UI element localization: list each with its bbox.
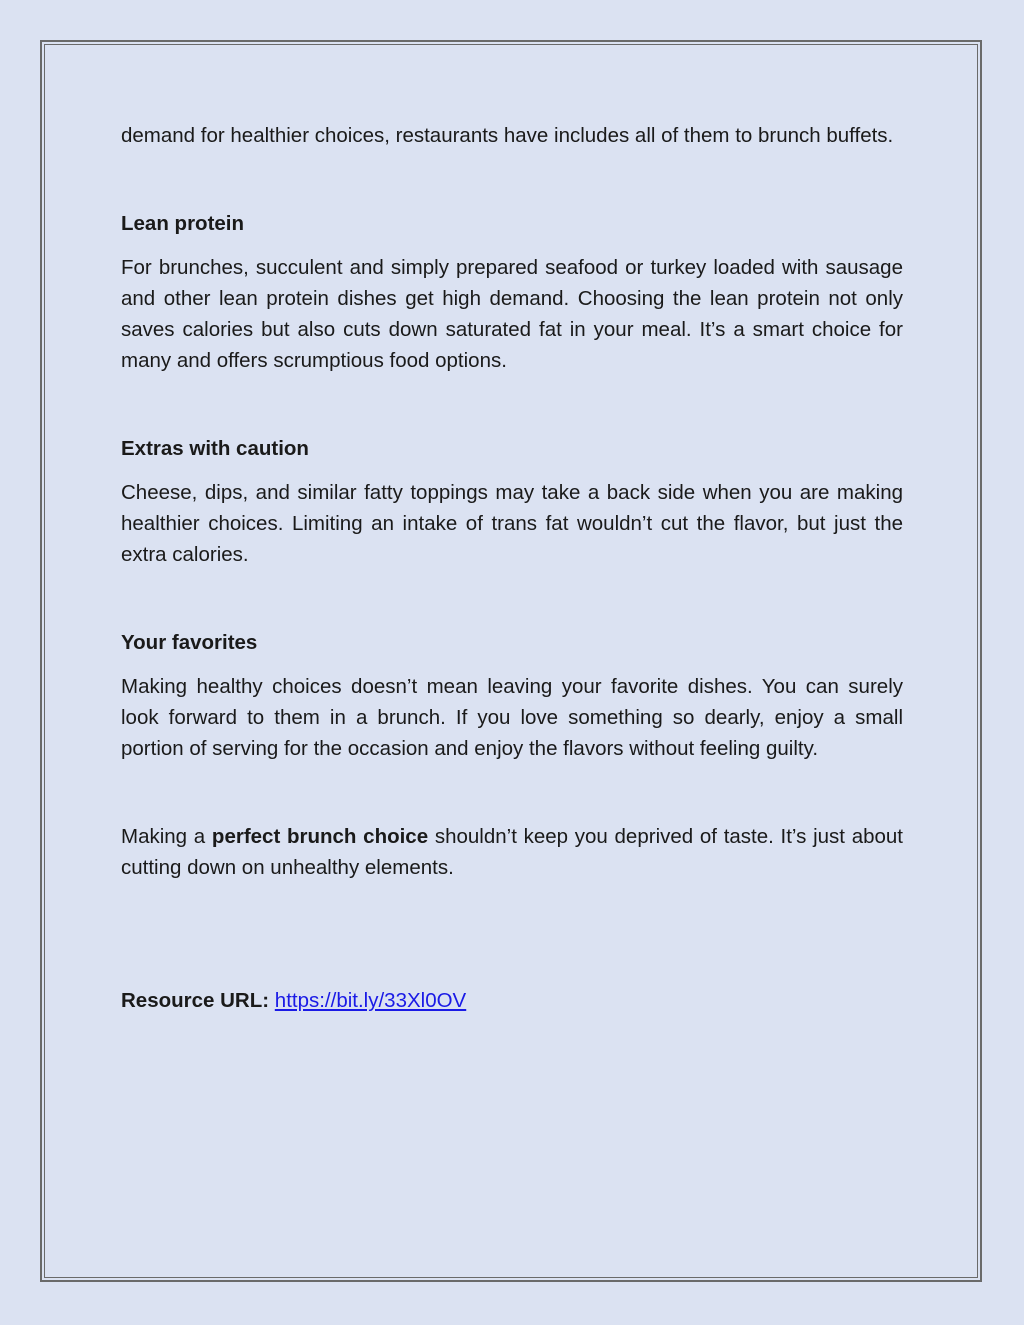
section-heading-your-favorites: Your favorites bbox=[121, 631, 258, 654]
section-body-lean-protein: For brunches, succulent and simply prepared seafood or turkey loaded with sausage and other lean protein dishes get high demand. Choosing the lean protein not only saves calories but also cuts down saturated fat in your meal. It’s a smart choice for many and offers scrumptious food options. bbox=[121, 256, 903, 372]
section-heading-lean-protein: Lean protein bbox=[121, 212, 245, 235]
section-body-extras-with-caution: Cheese, dips, and similar fatty toppings may take a back side when you are making healthier choices. Limiting an intake of trans fat wouldn’t cut the flavor, but just the extra calories. bbox=[121, 481, 903, 566]
closing-prefix: Making a bbox=[121, 825, 212, 848]
document-body bbox=[121, 120, 903, 1016]
closing-bold-phrase: perfect brunch choice bbox=[211, 825, 429, 848]
closing-suffix: shouldn’t keep you deprived of taste. It’s just about cutting down on unhealthy elements. bbox=[121, 825, 903, 879]
intro-paragraph: demand for healthier choices, restaurants have includes all of them to brunch buffets. bbox=[121, 124, 894, 147]
resource-line bbox=[121, 985, 903, 1016]
closing-paragraph bbox=[121, 821, 903, 883]
section-body-your-favorites: Making healthy choices doesn’t mean leaving your favorite dishes. You can surely look forward to them in a brunch. If you love something so dearly, enjoy a small portion of serving for the occasion and enjoy the flavors without feeling guilty. bbox=[121, 675, 903, 760]
resource-label: Resource URL: bbox=[121, 989, 270, 1012]
section-heading-extras-with-caution: Extras with caution bbox=[121, 437, 309, 460]
resource-link[interactable]: https://bit.ly/33Xl0OV bbox=[274, 989, 467, 1012]
